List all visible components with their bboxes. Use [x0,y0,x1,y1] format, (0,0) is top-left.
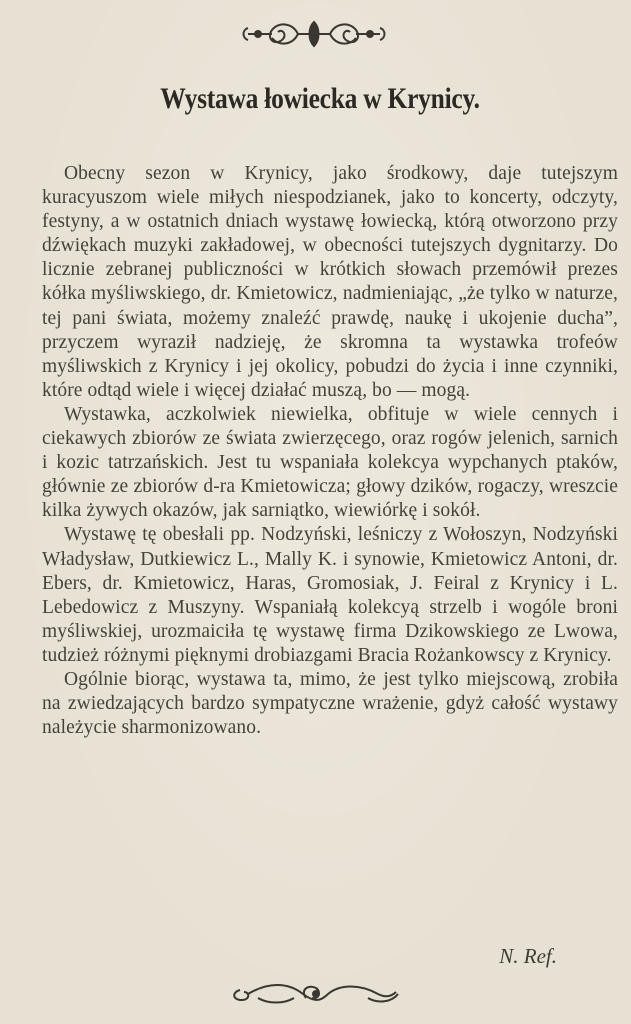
article-title: Wystawa łowiecka w Krynicy. [160,82,480,115]
article-paragraph-4: Ogólnie biorąc, wystawa ta, mimo, że jest tylko miejscową, zrobiła na zwiedzających bardzo sympatyczne wrażenie, gdyż całość wystawy należycie sharmonizowano. [42,668,618,739]
article-paragraph-1: Obecny sezon w Krynicy, jako środkowy, daje tutejszym kuracyuszom wiele miłych niespodzianek, jako to koncerty, odczyty, festyny, a w ostatnich dniach wystawę łowiecką, którą otworzono przy dźwiękach muzyki zakładowej, w obecności tutejszych dygnitarzy. Do licznie zebranej publiczności w krótkich słowach przemówił prezes kółka myśliwskiego, dr. Kmietowicz, nadmieniając, „że tylko w naturze, tej pani świata, możemy znaleźć prawdę, naukę i ukojenie ducha”, przyczem wyraził nadzieję, że skromna ta wystawka trofeów myśliwskich z Krynicy i jej okolicy, pobudzi do życia i inne czynniki, które odtąd wiele i więcej działać muszą, bo — mogą. [42,163,618,401]
top-scroll-ornament-icon [238,14,390,54]
article-paragraph-2: Wystawka, aczkolwiek niewielka, obfituje w wiele cennych i ciekawych zbiorów ze świata zwierzęcego, oraz rogów jelenich, sarnich i kozic tatrzańskich. Jest tu wspaniała kolekcya wypchanych ptaków, głównie ze zbiorów d-ra Kmietowicza; głowy dzików, rogaczy, wreszcie kilka żywych okazów, jak sarniątko, wiewiórkę i sokół. [42,403,618,522]
article-body [42,162,618,740]
article-signature: N. Ref. [499,944,557,968]
bottom-scroll-ornament-icon [228,972,406,1012]
article-paragraph-3: Wystawę tę obesłali pp. Nodzyński, leśniczy z Wołoszyn, Nodzyński Władysław, Dutkiewicz L., Mally K. i synowie, Kmietowicz Antoni, dr. Ebers, dr. Kmietowicz, Haras, Gromosiak, J. Feiral z Krynicy i L. Lebedowicz z Muszyny. Wspaniałą kolekcyą strzelb i wogóle broni myśliwskiej, urozmaiciła tę wystawę firma Dzikowskiego ze Lwowa, tudzież różnymi pięknymi drobiazgami Bracia Rożankowscy z Krynicy. [42,524,618,666]
